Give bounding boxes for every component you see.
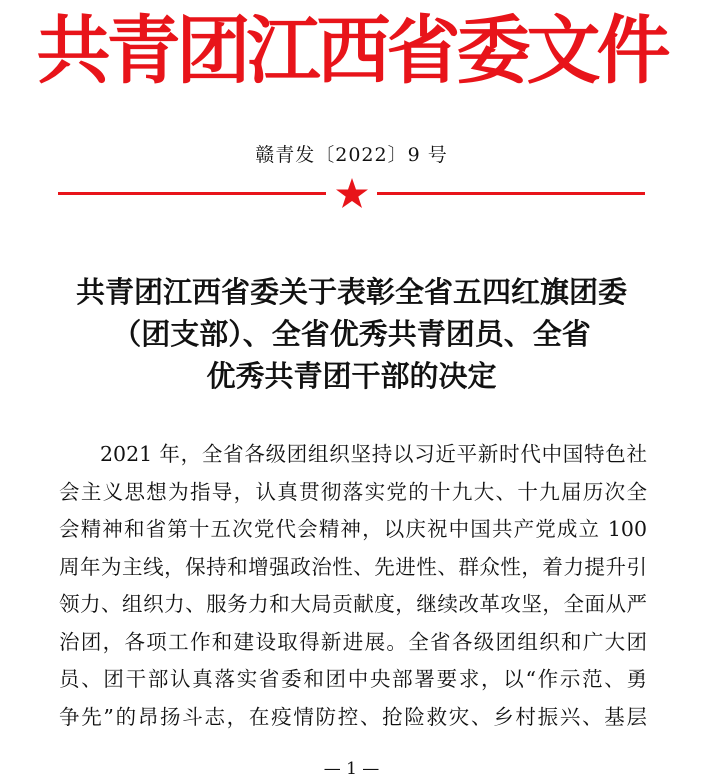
red-star-icon <box>335 177 369 211</box>
red-divider-left <box>58 192 326 195</box>
body-paragraph <box>59 436 647 736</box>
title-line: 共青团江西省委关于表彰全省五四红旗团委 <box>75 275 627 309</box>
body-line: 治团，各项工作和建设取得新进展。全省各级团组织和广大团 <box>59 629 647 654</box>
document-title <box>0 271 703 397</box>
title-line: （团支部）、全省优秀共青团员、全省 <box>112 317 591 351</box>
body-line: 2021 年，全省各级团组织坚持以习近平新时代中国特色社 <box>100 442 647 466</box>
body-line: 会精神和省第十五次党代会精神，以庆祝中国共产党成立 100 <box>59 517 647 541</box>
document-number: 赣青发〔2022〕9 号 <box>255 144 448 166</box>
title-line: 优秀共青团干部的决定 <box>206 359 497 393</box>
masthead-title: 共青团江西省委文件 <box>36 8 667 94</box>
body-line: 员、团干部认真落实省委和团中央部署要求，以“作示范、勇 <box>59 667 647 691</box>
body-line: 领力、组织力、服务力和大局贡献度，继续改革攻坚，全面从严 <box>59 592 647 616</box>
red-divider-right <box>377 192 645 195</box>
body-line: 争先”的昂扬斗志，在疫情防控、抢险救灾、乡村振兴、基层 <box>59 704 647 729</box>
page-number: — 1 — <box>323 759 380 779</box>
body-line: 会主义思想为指导，认真贯彻落实党的十九大、十九届历次全 <box>59 479 647 504</box>
body-line: 周年为主线，保持和增强政治性、先进性、群众性，着力提升引 <box>59 554 647 579</box>
